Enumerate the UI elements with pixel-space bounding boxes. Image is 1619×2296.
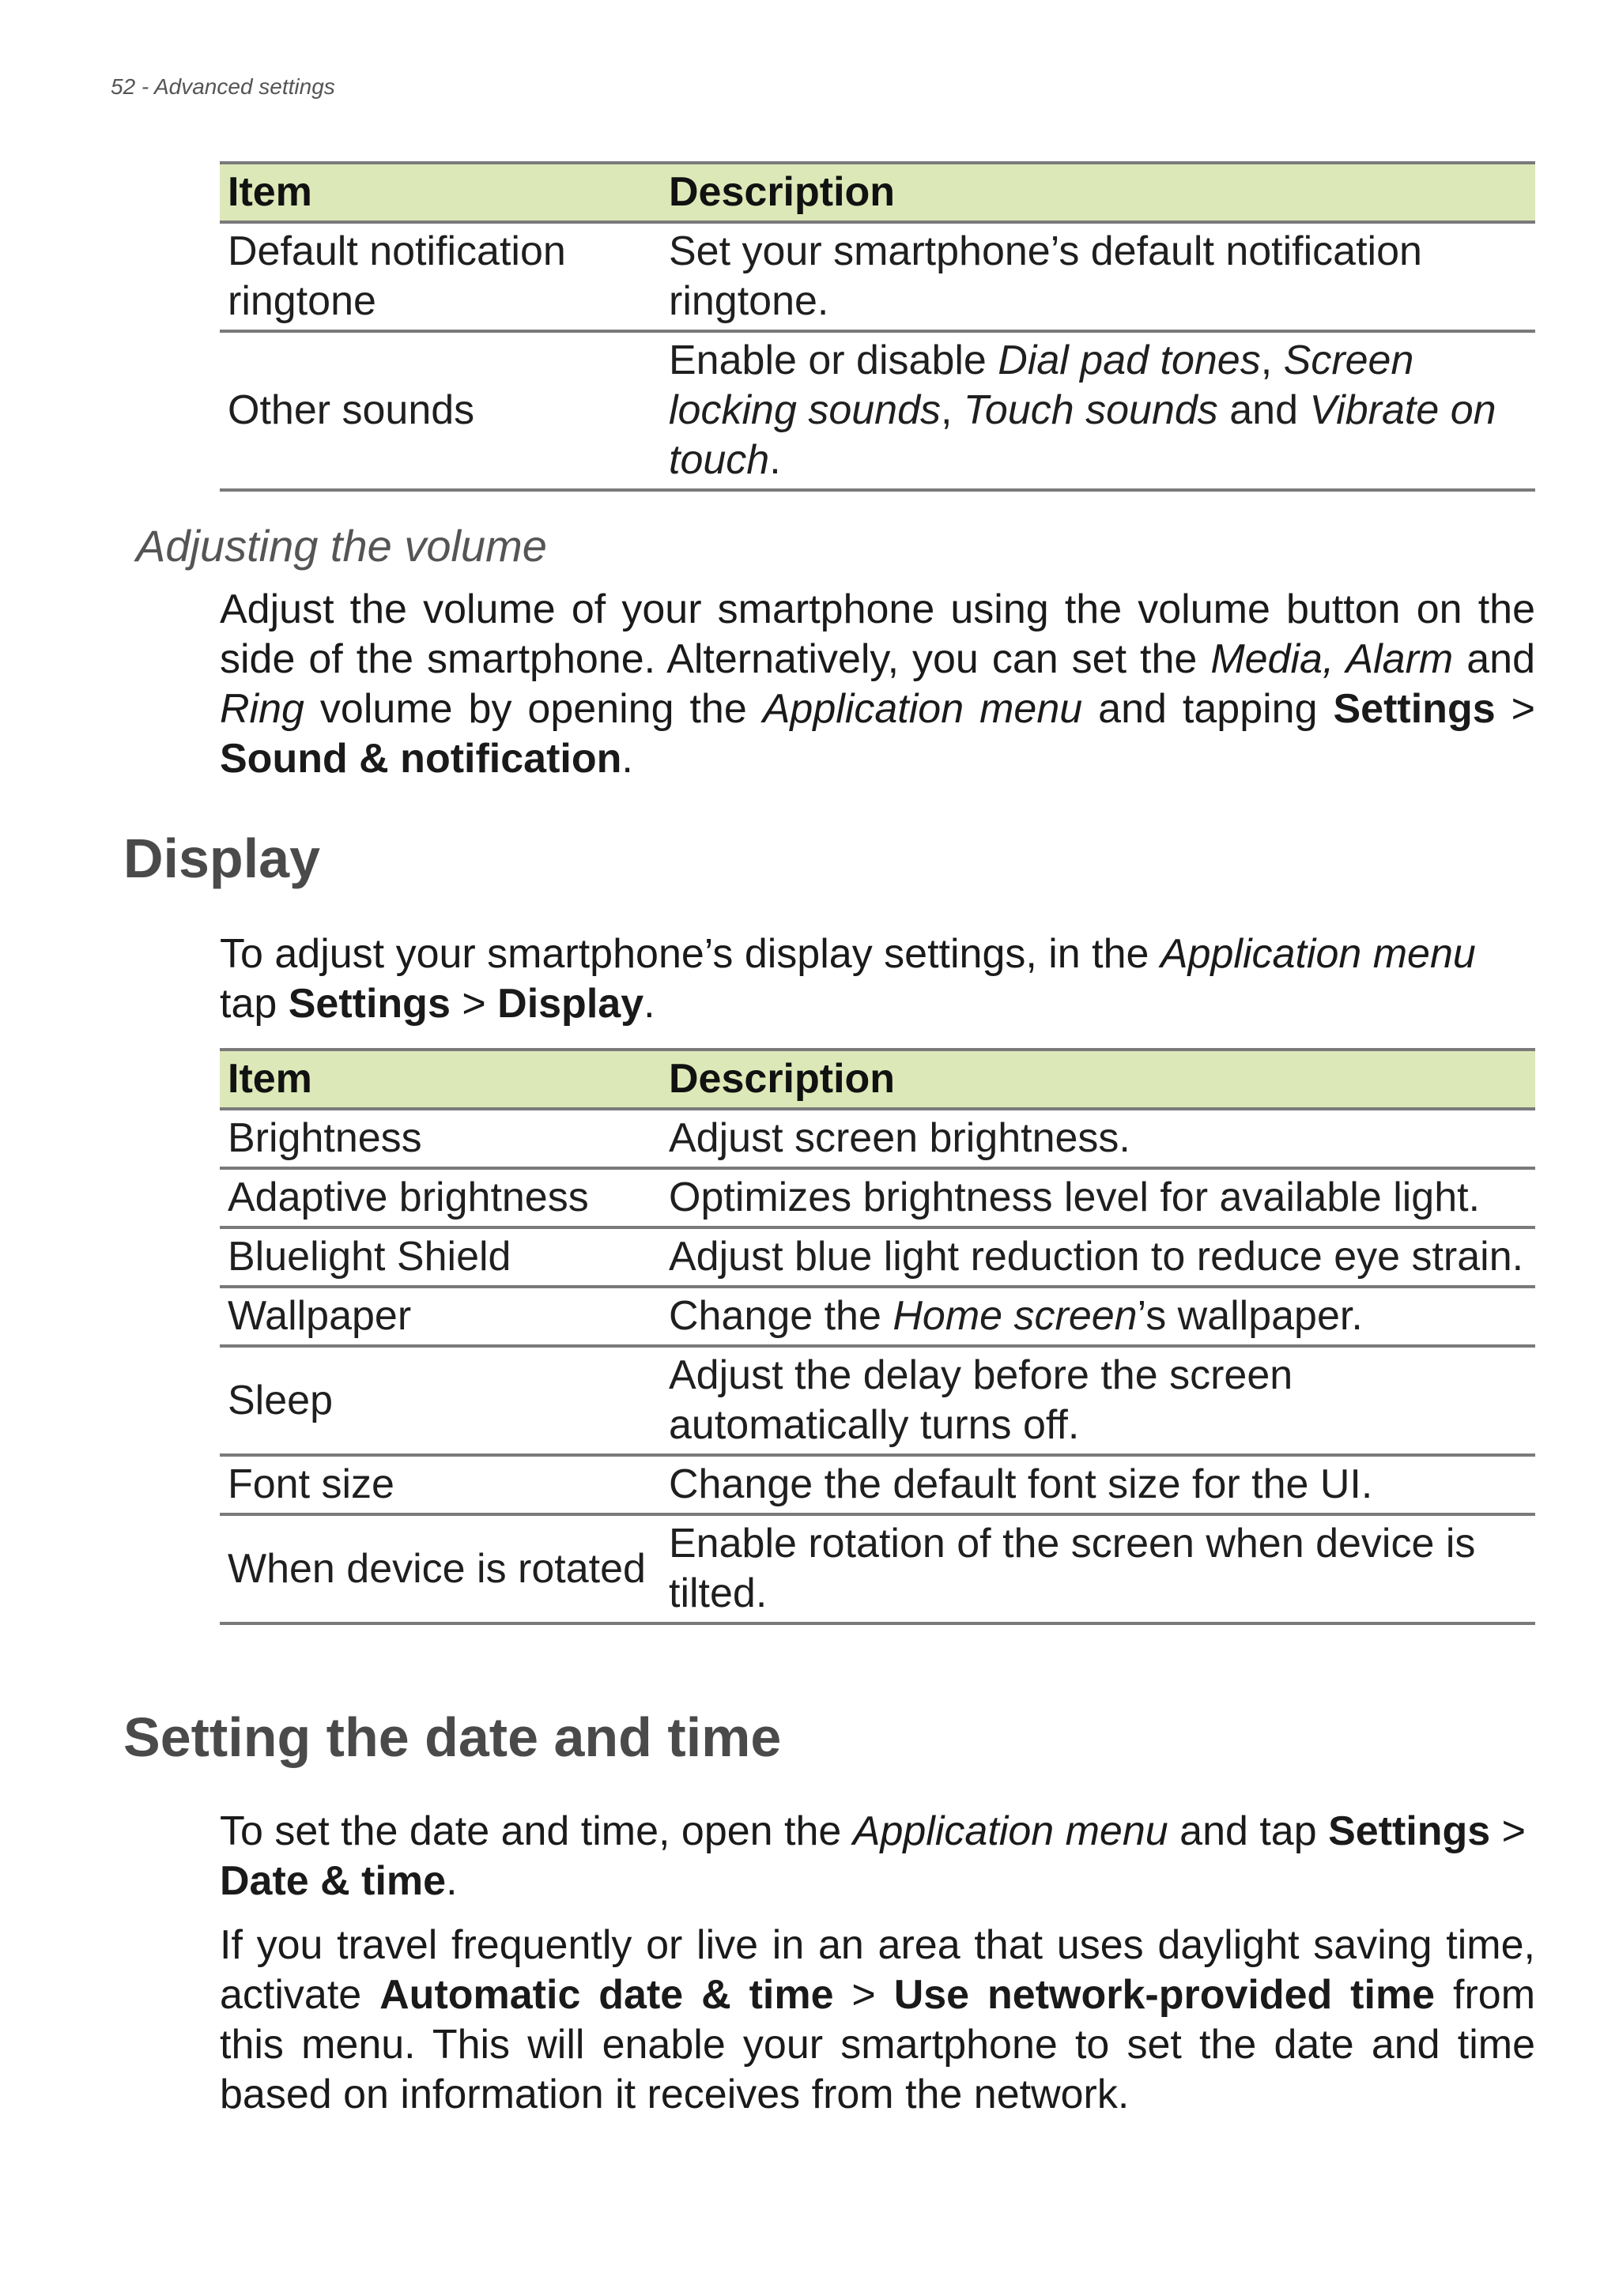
table-row <box>220 222 1535 331</box>
column-header-item: Item <box>228 169 312 215</box>
table-row <box>220 1109 1535 1168</box>
table-row <box>220 1168 1535 1227</box>
row-item: Bluelight Shield <box>228 1234 511 1280</box>
row-item: Wallpaper <box>228 1293 412 1339</box>
page-header: 52 - Advanced settings <box>111 74 335 99</box>
datetime-paragraph-2: If you travel frequently or live in an area that uses daylight saving time, activate Automatic date & time > Use network-provided time from this menu. This will enable your smartphone to set the date and time based on information it receives from the network. <box>220 1922 1536 2117</box>
row-description: Enable rotation of the screen when device is tilted. <box>669 1521 1476 1616</box>
table-header-row <box>220 163 1535 222</box>
display-paragraph: To adjust your smartphone’s display settings, in the Application menu tap Settings > Display. <box>220 931 1476 1027</box>
display-settings-table <box>220 1048 1535 1625</box>
datetime-heading: Setting the date and time <box>123 1706 782 1768</box>
row-description: Adjust the delay before the screen automatically turns off. <box>669 1352 1293 1448</box>
row-item: When device is rotated <box>228 1545 646 1592</box>
row-description: Change the default font size for the UI. <box>669 1461 1373 1507</box>
sound-settings-table <box>220 161 1535 492</box>
table-row <box>220 331 1535 490</box>
row-item: Other sounds <box>228 387 475 433</box>
row-item: Brightness <box>228 1115 422 1161</box>
row-description: Optimizes brightness level for available light. <box>669 1174 1481 1220</box>
row-description: Adjust blue light reduction to reduce eye strain. <box>669 1234 1524 1280</box>
row-description: Enable or disable Dial pad tones, Screen locking sounds, Touch sounds and Vibrate on touch. <box>669 337 1496 483</box>
display-heading: Display <box>123 828 320 889</box>
row-item: Adaptive brightness <box>228 1174 589 1220</box>
table-row <box>220 1227 1535 1287</box>
table-row <box>220 1455 1535 1514</box>
row-description: Change the Home screen’s wallpaper. <box>669 1293 1363 1339</box>
column-header-item: Item <box>228 1056 312 1102</box>
volume-heading: Adjusting the volume <box>136 521 547 571</box>
table-row <box>220 1346 1535 1455</box>
volume-paragraph: Adjust the volume of your smartphone using the volume button on the side of the smartphone. Alternatively, you can set the Media, Alarm and Ring volume by opening the Application menu and tapping Settings > Sound & notification. <box>220 586 1536 782</box>
row-item: Default notification ringtone <box>228 228 566 324</box>
row-item: Sleep <box>228 1377 333 1423</box>
row-description: Set your smartphone’s default notification ringtone. <box>669 228 1422 324</box>
table-row <box>220 1287 1535 1346</box>
table-header-row <box>220 1050 1535 1109</box>
column-header-description: Description <box>669 169 896 215</box>
row-description: Adjust screen brightness. <box>669 1115 1130 1161</box>
datetime-paragraph-1: To set the date and time, open the Application menu and tap Settings > Date & time. <box>220 1808 1527 1904</box>
table-row <box>220 1514 1535 1623</box>
column-header-description: Description <box>669 1056 896 1102</box>
row-item: Font size <box>228 1461 394 1507</box>
